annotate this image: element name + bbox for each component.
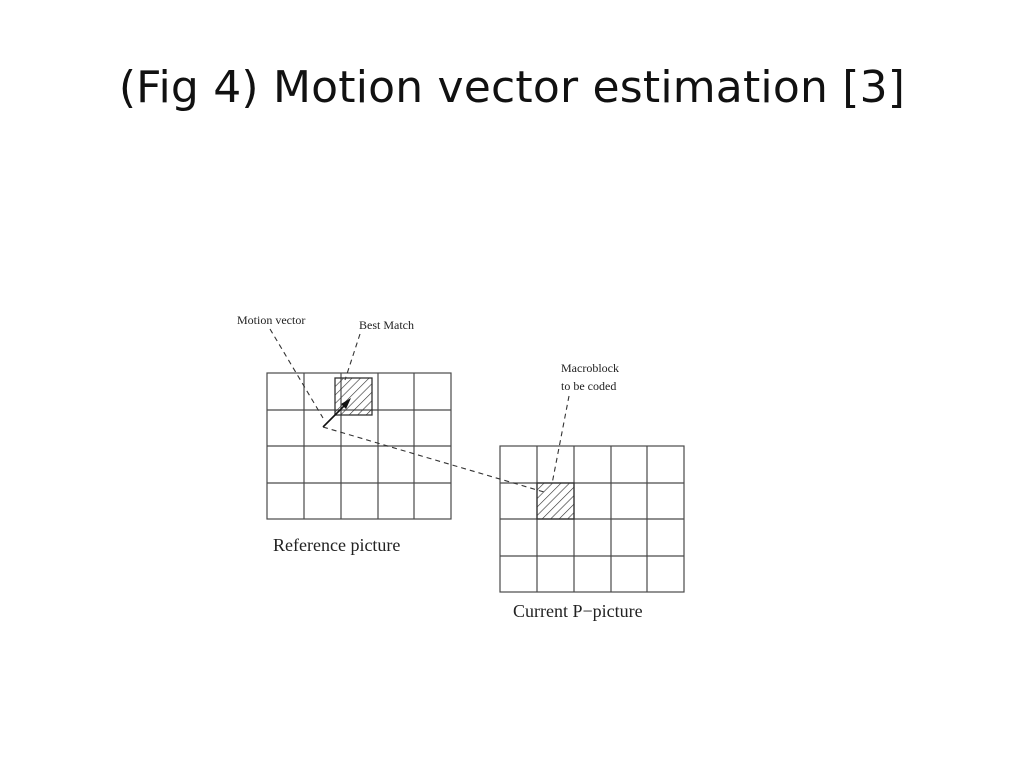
current-picture-grid: [500, 446, 684, 592]
best-match-label: Best Match: [359, 318, 414, 332]
macroblock-leader: [552, 396, 569, 484]
current-picture-caption: Current P−picture: [513, 601, 643, 621]
slide-title: (Fig 4) Motion vector estimation [3]: [118, 62, 906, 113]
reference-picture-caption: Reference picture: [273, 535, 401, 555]
macroblock-to-be-coded: [537, 483, 574, 519]
correspondence-dashed-line: [323, 427, 544, 492]
macroblock-label-line1: Macroblock: [561, 361, 619, 375]
macroblock-label-line2: to be coded: [561, 379, 617, 393]
motion-vector-label: Motion vector: [237, 313, 306, 327]
